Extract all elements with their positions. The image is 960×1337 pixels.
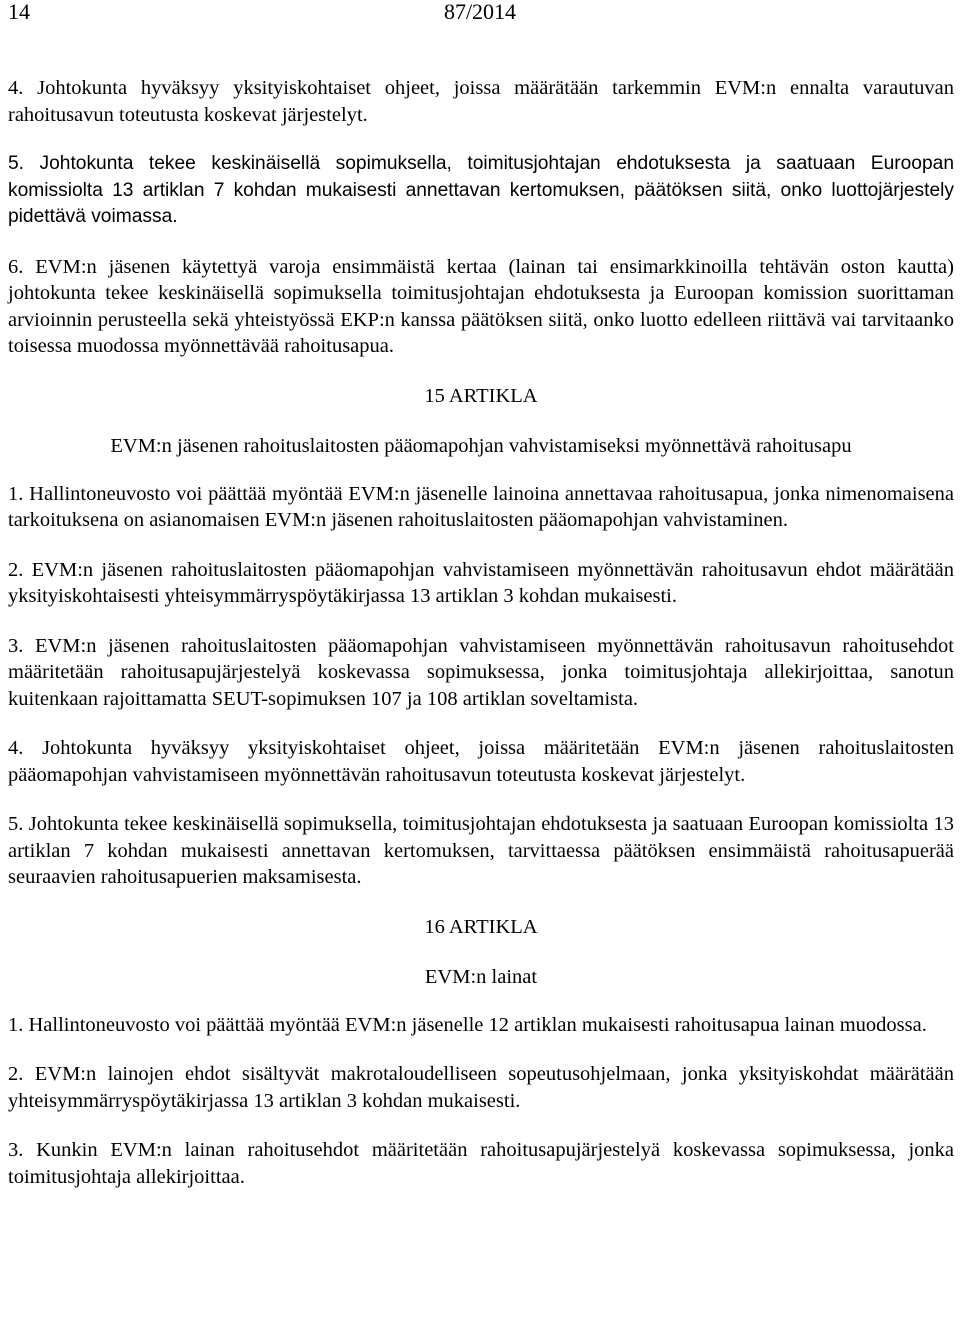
- article-15-heading: 15 ARTIKLA: [424, 384, 538, 407]
- paragraph-intro-4: 4. Johtokunta hyväksyy yksityiskohtaiset ohjeet, joissa määrätään tarkemmin EVM:n ennalta varautuvan rahoitusavun toteutusta koskevat järjestelyt.: [8, 77, 954, 126]
- article-16-paragraph-3: 3. Kunkin EVM:n lainan rahoitusehdot määritetään rahoitusapujärjestelyä koskevassa sopimuksessa, jonka toimitusjohtaja allekirjoittaa.: [8, 1139, 954, 1188]
- article-15-paragraph-1: 1. Hallintoneuvosto voi päättää myöntää EVM:n jäsenelle lainoina annettavaa rahoitusapua, jonka nimenomaisena tarkoituksena on asianomaisen EVM:n jäsenen rahoituslaitosten pääomapohjan vahvistaminen.: [8, 482, 954, 531]
- article-16-subtitle: EVM:n lainat: [424, 965, 538, 988]
- article-16-paragraph-2: 2. EVM:n lainojen ehdot sisältyvät makrotaloudelliseen sopeutusohjelmaan, jonka yksityiskohdat määrätään yhteisymmärryspöytäkirjassa 13 artiklan 3 kohdan mukaisesti.: [8, 1063, 954, 1112]
- article-15-paragraph-3: 3. EVM:n jäsenen rahoituslaitosten pääomapohjan vahvistamiseen myönnettävän rahoitusavun rahoitusehdot määritetään rahoitusapujärjestelyä koskevassa sopimuksessa, jonka toimitusjohtaja allekirjoittaa, sanotun kuitenkaan rajoittamatta SEUT-sopimuksen 107 ja 108 artiklan soveltamista.: [8, 634, 954, 710]
- paragraph-intro-5: 5. Johtokunta tekee keskinäisellä sopimuksella, toimitusjohtajan ehdotuksesta ja saatuaan Euroopan komissiolta 13 artiklan 7 kohdan mukaisesti annettavan kertomuksen, päätöksen siitä, onko luottojärjestely pidettävä voimassa.: [8, 153, 954, 227]
- article-16-paragraph-1: 1. Hallintoneuvosto voi päättää myöntää EVM:n jäsenelle 12 artiklan mukaisesti rahoitusapua lainan muodossa.: [8, 1013, 927, 1036]
- paragraph-intro-6: 6. EVM:n jäsenen käytettyä varoja ensimmäistä kertaa (lainan tai ensimarkkinoilla tehtävän oston kautta) johtokunta tekee keskinäisellä sopimuksella toimitusjohtajan ehdotuksesta ja Euroopan komission suorittaman arvioinnin perusteella sekä yhteistyössä EKP:n kanssa päätöksen siitä, onko luotto edelleen riittävä vai tarvitaanko toisessa muodossa myönnettävää rahoitusapua.: [8, 255, 954, 357]
- article-15-paragraph-5: 5. Johtokunta tekee keskinäisellä sopimuksella, toimitusjohtajan ehdotuksesta ja saatuaan Euroopan komissiolta 13 artiklan 7 kohdan mukaisesti annettavan kertomuksen, tarvittaessa päätöksen ensimmäistä rahoitusapuerää seuraavien rahoitusapuerien maksamisesta.: [8, 813, 954, 888]
- document-body: [8, 75, 954, 1213]
- article-15-paragraph-2: 2. EVM:n jäsenen rahoituslaitosten pääomapohjan vahvistamiseen myönnettävän rahoitusavun ehdot määrätään yksityiskohtaisesti yhteisymmärryspöytäkirjassa 13 artiklan 3 kohdan mukaisesti.: [8, 558, 954, 607]
- article-16-heading: 16 ARTIKLA: [424, 915, 538, 938]
- article-15-subtitle: EVM:n jäsenen rahoituslaitosten pääomapohjan vahvistamiseksi myönnettävä rahoitusapu: [110, 434, 852, 457]
- page-number: 14: [8, 0, 30, 24]
- article-15-paragraph-4: 4. Johtokunta hyväksyy yksityiskohtaiset ohjeet, joissa määritetään EVM:n jäsenen rahoituslaitosten pääomapohjan vahvistamiseen myönnettävän rahoitusavun toteutusta koskevat järjestelyt.: [8, 737, 954, 786]
- issue-number: 87/2014: [443, 0, 517, 24]
